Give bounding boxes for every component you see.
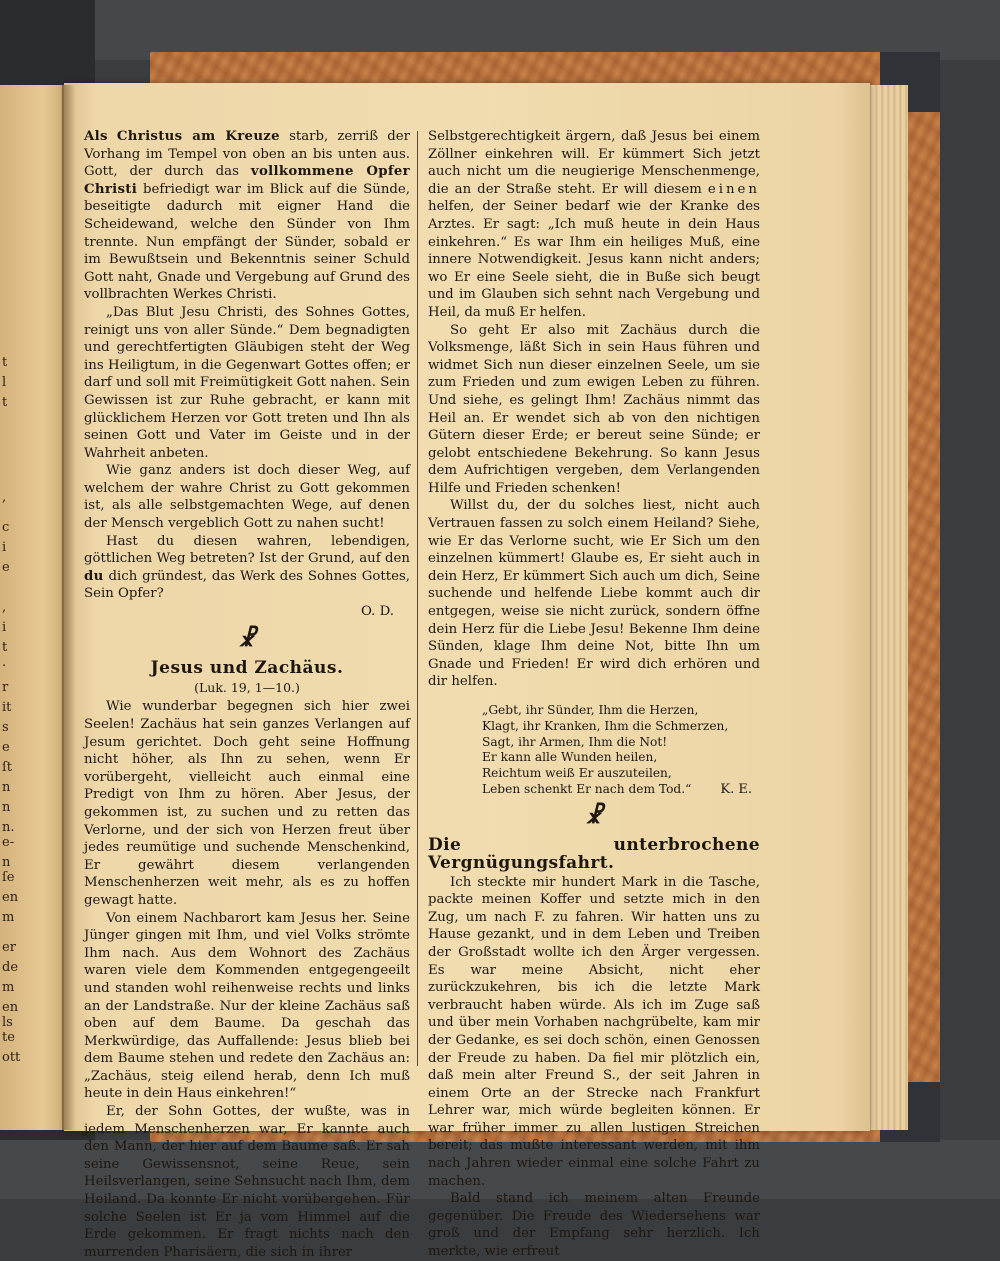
cut-off-text-fragment: m — [2, 910, 15, 925]
cut-off-text-fragment: . — [2, 655, 7, 670]
poem-line: Reichtum weiß Er auszuteilen, — [482, 766, 672, 781]
poem-line: Sagt, ihr Armen, Ihm die Not! — [482, 734, 668, 749]
cut-off-text-fragment: i — [2, 620, 7, 635]
book-gutter — [62, 85, 76, 1130]
text: Hast du diesen wahren, lebendigen, göttlichen Weg betreten? Ist der Grund, auf den — [84, 533, 410, 567]
cut-off-text-fragment: n — [2, 780, 11, 795]
paragraph — [428, 128, 760, 322]
cut-off-text-fragment: er — [2, 940, 16, 955]
cut-off-text-fragment: l — [2, 375, 7, 390]
text: befriedigt war im Blick auf die Sünde, beseitigte dadurch mit eigner Hand die Scheidewand, welche den Sünder von Ihm trennte. Nun empfängt der Sünder, sobald er im Bewußtsein und Bekenntnis seiner Schuld Gott naht, Gnade und Vergebung auf Grund des vollbrachten Werkes Christi. — [84, 181, 410, 303]
paragraph — [84, 128, 410, 304]
signature: O. D. — [361, 604, 394, 620]
paragraph: „Das Blut Jesu Christi, des Sohnes Gottes, reinigt uns von aller Sünde.“ Dem begnadigten und gerechtfertigten Gläubigen steht der Weg ins Heiligtum, in die Gegenwart Gottes offen; er darf und soll mit Freimütigkeit Gott nahen. Sein Gewissen ist zur Ruhe gebracht, er kann mit glücklichem Herzen vor Gott treten und Ihn als seinen Gott und Vater im Geiste und in der Wahrheit anbeten. — [84, 304, 410, 461]
column-rule — [417, 131, 418, 1066]
text: helfen, der Seiner bedarf wie der Kranke des Arztes. Er sagt: „Ich muß heute in dein Haus einkehren.“ Es war Ihm ein heiliges Muß, eine innere Notwendigkeit. Jesus kann nicht anders; wo Er eine Seele sieht, die in Buße sich beugt und im Glauben sich sehnt nach Vergebung und Heil, da muß Er helfen. — [428, 199, 760, 320]
paragraph: Wie wunderbar begegnen sich hier zwei Seelen! Zachäus hat sein ganzes Verlangen auf Jesum gerichtet. Doch geht seine Hoffnung nicht höher, als Ihn zu sehen, wenn Er vorübergeht, vielleicht auch einmal eine Predigt von Ihm zu hören. Aber Jesus, der gekommen ist, zu suchen und zu retten das Verlorne, und der sich von Herzen freut über jedes reumütige und suchende Menschenkind, Er gewährt diesem verlangenden Menschenherzen weit mehr, als es zu hoffen gewagt hatte. — [84, 699, 410, 908]
right-column — [428, 128, 760, 1261]
text: Selbstgerechtigkeit ärgern, daß Jesus bei einem Zöllner einkehren will. Er kümmert Sich jetzt auch nicht um die neugierige Menschenmenge, die an der Straße steht. Er will diesem — [428, 129, 760, 197]
cut-off-text-fragment: ſe — [2, 870, 15, 885]
emphasis: Christus am Kreuze — [116, 129, 280, 144]
paragraph: Ich steckte mir hundert Mark in die Tasche, packte meinen Koffer und setzte mich in den Zug, um nach F. zu fahren. Wir hatten uns zu Hause gezankt, und in dem Leben und Treiben der Großstadt wollte ich den Ärger vergessen. Es war meine Absicht, nicht eher zurückzukehren, bis ich die letzte Mark verbraucht haben würde. Als ich im Zuge saß und über mein Vorhaben nachgrübelte, kam mir der Gedanke, es sei doch schön, einen Genossen der Freude zu haben. Da fiel mir plötzlich ein, daß mein alter Freund S., der seit Jahren in einem Orte an der Strecke nach Frankfurt Lehrer war, mich würde begleiten können. Er war früher immer zu allen lustigen Streichen bereit; das mußte interessant werden, mit ihm nach Jahren wieder einmal eine solche Fahrt zu machen. — [428, 874, 760, 1189]
paragraph: Wie ganz anders ist doch dieser Weg, auf welchem der wahre Christ zu Gott gekommen ist, als alle selbstgemachten Wege, auf denen der Mensch vergeblich Gott zu nahen sucht! — [84, 463, 410, 532]
cut-off-text-fragment: e — [2, 740, 10, 755]
poem-line: Klagt, ihr Kranken, Ihm die Schmerzen, — [482, 718, 729, 733]
paragraph: Von einem Nachbarort kam Jesus her. Seine Jünger gingen mit Ihm, und viel Volks strömte Ihm nach. Aus dem Wohnort des Zachäus waren viele dem Kommenden entgegengeeilt und standen wohl reihenweise rechts und links an der Landstraße. Nur der kleine Zachäus saß oben auf dem Baume. Da geschah das Merkwürdige, das Auffallende: Jesus blieb bei dem Baume stehen und redete den Zachäus an: „Zachäus, steig eilend herab, denn Ich muß heute in dein Haus einkehren!“ — [84, 910, 410, 1102]
cut-off-text-fragment: n. — [2, 820, 15, 835]
paragraph: Er, der Sohn Gottes, der wußte, was in jedem Menschenherzen war, Er kannte auch den Mann, der hier auf dem Baume saß. Er sah seine Gewissensnot, seine Reue, sein Heilsverlangen, seine Sehnsucht nach Ihm, dem Heiland. Da konnte Er nicht vorübergehen. Für solche Seelen ist Er ja vom Himmel auf die Erde gekommen. Er fragt nichts nach den murrenden Pharisäern, die sich in ihrer — [84, 1104, 410, 1260]
cut-off-text-fragment: ls — [2, 1015, 13, 1030]
cut-off-text-fragment: de — [2, 960, 19, 975]
cut-off-text-fragment: t — [2, 640, 8, 655]
ornament: ☧ — [585, 802, 603, 829]
cut-off-text-fragment: , — [2, 600, 7, 615]
paragraph — [84, 533, 410, 621]
lead-word: Als — [84, 129, 108, 144]
cut-off-text-fragment: , — [2, 490, 7, 505]
cut-off-text-fragment: n — [2, 855, 11, 870]
poem-line: „Gebt, ihr Sünder, Ihm die Herzen, — [482, 703, 699, 717]
paragraph: Bald stand ich meinem alten Freunde gegenüber. Die Freude des Wiedersehens war groß und der Empfang sehr herzlich. Ich merkte, wie erfreut — [428, 1191, 760, 1260]
emphasis: du — [84, 568, 104, 584]
cut-off-text-fragment: ott — [2, 1050, 21, 1065]
cut-off-text-fragment: n — [2, 800, 11, 815]
cut-off-text-fragment: it — [2, 700, 12, 715]
right-page — [64, 83, 870, 1260]
cut-off-text-fragment: ſt — [2, 760, 13, 775]
cut-off-text-fragment: s — [2, 720, 9, 735]
poem-line: Leben schenkt Er nach dem Tod.“ — [482, 781, 692, 796]
background-top — [0, 0, 1000, 60]
paragraph: Willst du, der du solches liest, nicht auch Vertrauen fassen zu solch einem Heiland? Siehe, wie Er das Verlorne sucht, wie Er Sich um den einzelnen kümmert! Glaube es, Er sieht auch in dein Herz, Er kümmert Sich auch um dich, Seine suchende und helfende Liebe kommt auch dir entgegen, weise sie nicht zurück, sondern öffne dein Herz für die Liebe Jesu! Bekenne Ihm deine Sünden, klage Ihm deine Not, bitte Ihn um Gnade und Frieden! Er wird dich erhören und dir helfen. — [428, 498, 760, 690]
scripture-reference: (Luk. 19, 1—10.) — [194, 679, 300, 695]
cut-off-text-fragment: en — [2, 1000, 19, 1015]
emphasis: einen — [707, 181, 760, 197]
poem-line: Er kann alle Wunden heilen, — [482, 750, 658, 765]
cut-off-text-fragment: i — [2, 540, 7, 555]
cut-off-text-fragment: e- — [2, 835, 15, 850]
cut-off-text-fragment: t — [2, 355, 8, 370]
cut-off-text-fragment: r — [2, 680, 9, 695]
article-heading: Jesus und Zachäus. — [150, 658, 344, 679]
text: dich gründest, das Werk des Sohnes Gottes, Sein Opfer? — [84, 568, 410, 602]
cut-off-text-fragment: te — [2, 1030, 15, 1045]
cut-off-text-fragment: en — [2, 890, 19, 905]
left-column — [84, 128, 410, 1261]
poem — [482, 703, 760, 798]
ornament: ☧ — [238, 625, 256, 652]
cut-off-text-fragment: m — [2, 980, 15, 995]
poem-signature: K. E. — [720, 781, 752, 797]
paragraph: So geht Er also mit Zachäus durch die Volksmenge, läßt Sich in sein Haus führen und widmet Sich nun dieser einzelnen Seele, um sie zum Frieden und zum ewigen Leben zu führen. Und siehe, es gelingt Ihm! Zachäus nimmt das Heil an. Er wendet sich ab von den nichtigen Gütern dieser Erde; er bereut seine Sünde; er gelobt entschiedene Bekehrung. So kann Jesus dem Aufrichtigen vergeben, dem Verlangenden Hilfe und Frieden schenken! — [428, 322, 760, 496]
text: starb, zerriß der Vorhang im Tempel von oben an bis unten aus. Gott, der durch das — [84, 129, 411, 180]
cut-off-text-fragment: e — [2, 560, 10, 575]
emphasis: vollkommene Opfer Christi — [84, 164, 410, 197]
cut-off-text-fragment: t — [2, 395, 8, 410]
cut-off-text-fragment: c — [2, 520, 10, 535]
article-heading: Die unterbrochene Vergnügungsfahrt. — [428, 835, 760, 873]
